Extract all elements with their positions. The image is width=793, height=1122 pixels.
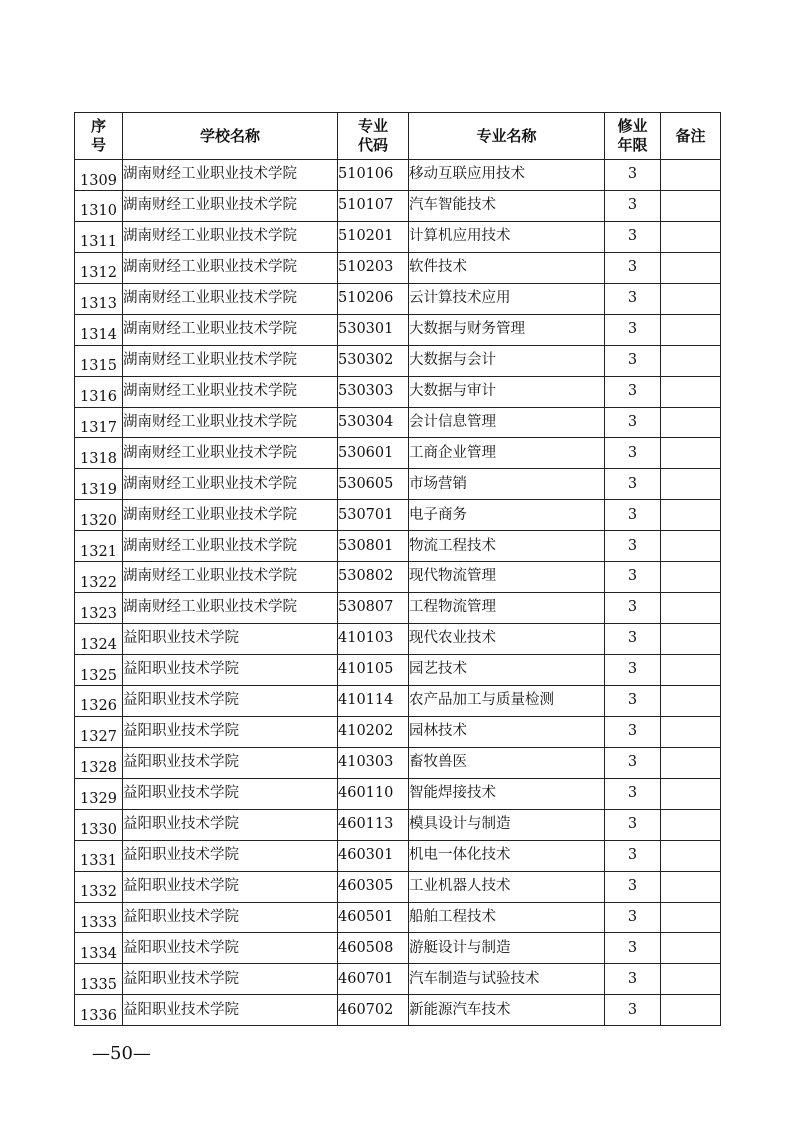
cell-code: 410303 — [338, 747, 409, 778]
cell-major: 园林技术 — [409, 716, 605, 747]
table-row — [75, 190, 721, 221]
cell-code: 460508 — [338, 933, 409, 964]
cell-code: 530302 — [338, 345, 409, 376]
cell-remark — [661, 376, 721, 407]
cell-code: 410105 — [338, 655, 409, 686]
cell-school: 益阳职业技术学院 — [123, 964, 338, 995]
cell-years: 3 — [605, 562, 661, 593]
cell-years: 3 — [605, 747, 661, 778]
table-row — [75, 438, 721, 469]
table-row — [75, 995, 721, 1026]
cell-years: 3 — [605, 840, 661, 871]
cell-remark — [661, 593, 721, 624]
table-body — [75, 160, 721, 1026]
cell-seq: 1323 — [75, 593, 123, 624]
cell-major: 智能焊接技术 — [409, 778, 605, 809]
table-row — [75, 809, 721, 840]
cell-years: 3 — [605, 190, 661, 221]
cell-major: 汽车智能技术 — [409, 190, 605, 221]
cell-code: 460113 — [338, 809, 409, 840]
cell-remark — [661, 933, 721, 964]
cell-school: 湖南财经工业职业技术学院 — [123, 252, 338, 283]
cell-seq: 1332 — [75, 871, 123, 902]
cell-seq: 1322 — [75, 562, 123, 593]
cell-code: 530601 — [338, 438, 409, 469]
table-row — [75, 252, 721, 283]
cell-school: 湖南财经工业职业技术学院 — [123, 345, 338, 376]
cell-school: 湖南财经工业职业技术学院 — [123, 190, 338, 221]
cell-code: 460110 — [338, 778, 409, 809]
cell-school: 湖南财经工业职业技术学院 — [123, 221, 338, 252]
table-row — [75, 221, 721, 252]
cell-code: 510106 — [338, 160, 409, 191]
cell-seq: 1310 — [75, 190, 123, 221]
cell-code: 460702 — [338, 995, 409, 1026]
cell-years: 3 — [605, 407, 661, 438]
cell-seq: 1336 — [75, 995, 123, 1026]
cell-school: 益阳职业技术学院 — [123, 840, 338, 871]
cell-code: 460305 — [338, 871, 409, 902]
cell-code: 460501 — [338, 902, 409, 933]
cell-code: 530802 — [338, 562, 409, 593]
page-number: —50— — [92, 1043, 151, 1064]
cell-remark — [661, 221, 721, 252]
table-row — [75, 562, 721, 593]
cell-seq: 1317 — [75, 407, 123, 438]
cell-seq: 1313 — [75, 283, 123, 314]
cell-major: 工程物流管理 — [409, 593, 605, 624]
cell-remark — [661, 809, 721, 840]
table-row — [75, 778, 721, 809]
cell-years: 3 — [605, 221, 661, 252]
cell-years: 3 — [605, 593, 661, 624]
cell-remark — [661, 562, 721, 593]
cell-major: 电子商务 — [409, 500, 605, 531]
header-row — [75, 113, 721, 160]
majors-table — [74, 112, 721, 1026]
cell-remark — [661, 778, 721, 809]
cell-years: 3 — [605, 469, 661, 500]
cell-code: 510203 — [338, 252, 409, 283]
header-seq-line-2: 号 — [90, 136, 106, 154]
cell-major: 模具设计与制造 — [409, 809, 605, 840]
cell-school: 湖南财经工业职业技术学院 — [123, 500, 338, 531]
cell-seq: 1321 — [75, 531, 123, 562]
table-row — [75, 871, 721, 902]
cell-code: 530605 — [338, 469, 409, 500]
cell-school: 益阳职业技术学院 — [123, 624, 338, 655]
table-row — [75, 840, 721, 871]
cell-major: 移动互联应用技术 — [409, 160, 605, 191]
cell-code: 510206 — [338, 283, 409, 314]
table-row — [75, 160, 721, 191]
cell-school: 湖南财经工业职业技术学院 — [123, 283, 338, 314]
table-row — [75, 624, 721, 655]
cell-school: 益阳职业技术学院 — [123, 933, 338, 964]
cell-code: 460701 — [338, 964, 409, 995]
cell-code: 530301 — [338, 314, 409, 345]
cell-school: 湖南财经工业职业技术学院 — [123, 407, 338, 438]
cell-remark — [661, 407, 721, 438]
cell-remark — [661, 252, 721, 283]
cell-major: 云计算技术应用 — [409, 283, 605, 314]
cell-code: 460301 — [338, 840, 409, 871]
cell-major: 大数据与财务管理 — [409, 314, 605, 345]
cell-remark — [661, 871, 721, 902]
cell-school: 湖南财经工业职业技术学院 — [123, 531, 338, 562]
table-row — [75, 469, 721, 500]
cell-years: 3 — [605, 531, 661, 562]
cell-seq: 1315 — [75, 345, 123, 376]
cell-years: 3 — [605, 964, 661, 995]
table-row — [75, 407, 721, 438]
table-row — [75, 283, 721, 314]
header-years-line-2: 年限 — [617, 136, 648, 154]
cell-major: 大数据与会计 — [409, 345, 605, 376]
table-row — [75, 376, 721, 407]
cell-remark — [661, 531, 721, 562]
cell-code: 410103 — [338, 624, 409, 655]
cell-major: 农产品加工与质量检测 — [409, 685, 605, 716]
cell-remark — [661, 314, 721, 345]
cell-major: 畜牧兽医 — [409, 747, 605, 778]
table-row — [75, 685, 721, 716]
cell-major: 市场营销 — [409, 469, 605, 500]
table-row — [75, 747, 721, 778]
table-row — [75, 345, 721, 376]
cell-seq: 1331 — [75, 840, 123, 871]
cell-school: 益阳职业技术学院 — [123, 778, 338, 809]
cell-remark — [661, 995, 721, 1026]
table-header — [75, 113, 721, 160]
cell-seq: 1325 — [75, 655, 123, 686]
cell-code: 410202 — [338, 716, 409, 747]
cell-school: 益阳职业技术学院 — [123, 902, 338, 933]
table-row — [75, 593, 721, 624]
cell-code: 530807 — [338, 593, 409, 624]
cell-school: 益阳职业技术学院 — [123, 716, 338, 747]
cell-years: 3 — [605, 252, 661, 283]
cell-school: 湖南财经工业职业技术学院 — [123, 469, 338, 500]
cell-remark — [661, 469, 721, 500]
cell-seq: 1324 — [75, 624, 123, 655]
cell-years: 3 — [605, 283, 661, 314]
cell-major: 汽车制造与试验技术 — [409, 964, 605, 995]
cell-seq: 1314 — [75, 314, 123, 345]
table-row — [75, 902, 721, 933]
cell-years: 3 — [605, 995, 661, 1026]
header-years-line-1: 修业 — [617, 116, 648, 135]
cell-school: 湖南财经工业职业技术学院 — [123, 314, 338, 345]
cell-major: 物流工程技术 — [409, 531, 605, 562]
table-row — [75, 314, 721, 345]
cell-seq: 1319 — [75, 469, 123, 500]
header-seq-line-1: 序 — [90, 116, 106, 135]
cell-seq: 1330 — [75, 809, 123, 840]
cell-major: 工商企业管理 — [409, 438, 605, 469]
cell-years: 3 — [605, 314, 661, 345]
cell-remark — [661, 500, 721, 531]
cell-seq: 1329 — [75, 778, 123, 809]
cell-major: 现代物流管理 — [409, 562, 605, 593]
cell-seq: 1309 — [75, 160, 123, 191]
cell-years: 3 — [605, 933, 661, 964]
cell-code: 530701 — [338, 500, 409, 531]
cell-years: 3 — [605, 438, 661, 469]
table-row — [75, 716, 721, 747]
cell-remark — [661, 685, 721, 716]
cell-school: 益阳职业技术学院 — [123, 747, 338, 778]
table-row — [75, 531, 721, 562]
cell-remark — [661, 716, 721, 747]
cell-remark — [661, 283, 721, 314]
table-row — [75, 933, 721, 964]
cell-years: 3 — [605, 376, 661, 407]
cell-major: 新能源汽车技术 — [409, 995, 605, 1026]
cell-code: 510107 — [338, 190, 409, 221]
cell-major: 软件技术 — [409, 252, 605, 283]
cell-school: 湖南财经工业职业技术学院 — [123, 376, 338, 407]
cell-years: 3 — [605, 809, 661, 840]
header-major: 专业名称 — [409, 113, 605, 160]
cell-major: 工业机器人技术 — [409, 871, 605, 902]
cell-major: 船舶工程技术 — [409, 902, 605, 933]
cell-remark — [661, 345, 721, 376]
cell-remark — [661, 655, 721, 686]
cell-code: 530303 — [338, 376, 409, 407]
cell-school: 益阳职业技术学院 — [123, 655, 338, 686]
cell-major: 会计信息管理 — [409, 407, 605, 438]
cell-school: 益阳职业技术学院 — [123, 995, 338, 1026]
cell-years: 3 — [605, 871, 661, 902]
cell-seq: 1334 — [75, 933, 123, 964]
cell-major: 大数据与审计 — [409, 376, 605, 407]
cell-years: 3 — [605, 778, 661, 809]
cell-seq: 1318 — [75, 438, 123, 469]
header-seq — [75, 113, 123, 160]
cell-school: 湖南财经工业职业技术学院 — [123, 438, 338, 469]
cell-remark — [661, 747, 721, 778]
cell-remark — [661, 902, 721, 933]
cell-remark — [661, 438, 721, 469]
header-remark: 备注 — [661, 113, 721, 160]
cell-seq: 1328 — [75, 747, 123, 778]
cell-major: 计算机应用技术 — [409, 221, 605, 252]
cell-school: 湖南财经工业职业技术学院 — [123, 593, 338, 624]
cell-years: 3 — [605, 160, 661, 191]
cell-code: 410114 — [338, 685, 409, 716]
cell-remark — [661, 160, 721, 191]
cell-seq: 1327 — [75, 716, 123, 747]
table-row — [75, 500, 721, 531]
cell-school: 湖南财经工业职业技术学院 — [123, 562, 338, 593]
cell-remark — [661, 624, 721, 655]
cell-seq: 1333 — [75, 902, 123, 933]
cell-remark — [661, 190, 721, 221]
cell-school: 益阳职业技术学院 — [123, 809, 338, 840]
header-code — [338, 113, 409, 160]
table-row — [75, 655, 721, 686]
header-school: 学校名称 — [123, 113, 338, 160]
cell-school: 益阳职业技术学院 — [123, 685, 338, 716]
cell-years: 3 — [605, 655, 661, 686]
cell-seq: 1311 — [75, 221, 123, 252]
cell-years: 3 — [605, 345, 661, 376]
cell-years: 3 — [605, 716, 661, 747]
cell-years: 3 — [605, 624, 661, 655]
cell-major: 游艇设计与制造 — [409, 933, 605, 964]
cell-major: 机电一体化技术 — [409, 840, 605, 871]
cell-school: 湖南财经工业职业技术学院 — [123, 160, 338, 191]
cell-code: 530304 — [338, 407, 409, 438]
cell-seq: 1312 — [75, 252, 123, 283]
cell-major: 园艺技术 — [409, 655, 605, 686]
cell-seq: 1316 — [75, 376, 123, 407]
cell-seq: 1326 — [75, 685, 123, 716]
cell-seq: 1320 — [75, 500, 123, 531]
cell-seq: 1335 — [75, 964, 123, 995]
cell-years: 3 — [605, 902, 661, 933]
header-code-line-2: 代码 — [357, 136, 388, 154]
cell-years: 3 — [605, 685, 661, 716]
header-code-line-1: 专业 — [357, 116, 388, 135]
table-row — [75, 964, 721, 995]
cell-major: 现代农业技术 — [409, 624, 605, 655]
cell-code: 510201 — [338, 221, 409, 252]
cell-school: 益阳职业技术学院 — [123, 871, 338, 902]
cell-years: 3 — [605, 500, 661, 531]
cell-remark — [661, 840, 721, 871]
cell-remark — [661, 964, 721, 995]
cell-code: 530801 — [338, 531, 409, 562]
header-years — [605, 113, 661, 160]
